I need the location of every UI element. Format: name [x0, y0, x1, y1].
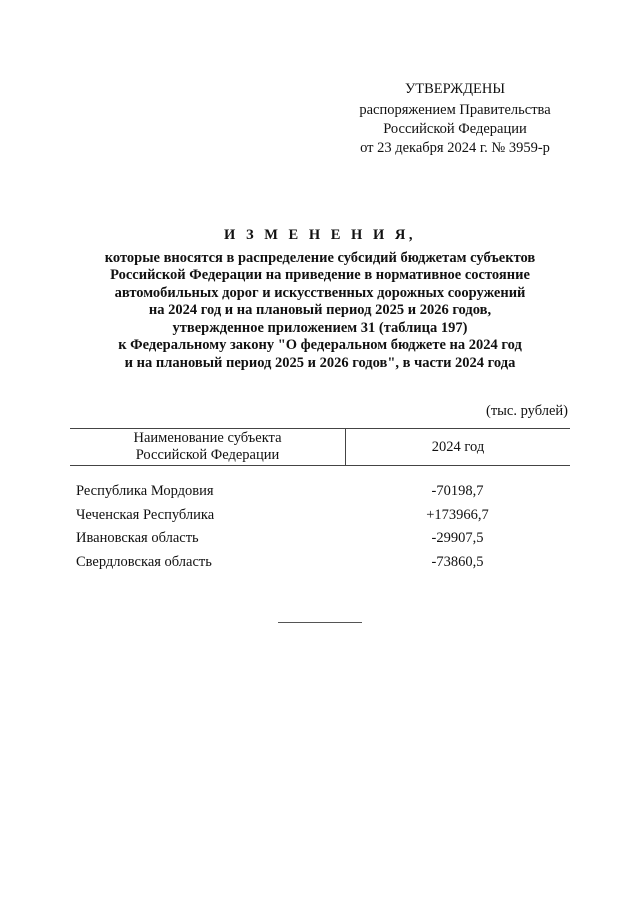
heading-line: которые вносятся в распределение субсидий бюджетам субъектов — [104, 249, 536, 266]
heading-line: к Федеральному закону "О федеральном бюджете на 2024 год — [118, 337, 522, 353]
document-title: И З М Е Н Е Н И Я, — [224, 227, 416, 243]
approval-title: УТВЕРЖДЕНЫ — [404, 81, 506, 97]
region-name: Республика Мордовия — [76, 483, 214, 499]
approval-line: от 23 декабря 2024 г. № 3959-р — [360, 140, 550, 156]
heading-line: утвержденное приложением 31 (таблица 197) — [172, 319, 468, 336]
table-header — [70, 428, 570, 466]
region-value: -73860,5 — [431, 553, 484, 570]
heading-line: Российской Федерации на приведение в нормативное состояние — [110, 267, 530, 283]
approval-block — [340, 80, 570, 158]
column-header-region — [70, 429, 346, 465]
table-row — [70, 480, 570, 504]
table-row — [70, 527, 570, 551]
region-name: Ивановская область — [76, 530, 199, 546]
column-header-year: 2024 год — [431, 439, 485, 455]
column-header-region-line: Наименование субъекта — [133, 430, 282, 446]
region-name: Свердловская область — [76, 553, 212, 570]
column-header-region-line: Российской Федерации — [135, 447, 280, 463]
table-row — [70, 504, 570, 528]
units-label: (тыс. рублей) — [486, 403, 568, 419]
region-value: -70198,7 — [431, 483, 484, 499]
region-value: +173966,7 — [426, 506, 489, 523]
heading-line: автомобильных дорог и искусственных дорожных сооружений — [114, 284, 526, 301]
heading-line: и на плановый период 2025 и 2026 годов", в части 2024 года — [124, 354, 516, 371]
table-body — [70, 480, 570, 574]
approval-line: распоряжением Правительства — [359, 102, 551, 118]
table-row — [70, 551, 570, 575]
region-value: -29907,5 — [431, 530, 484, 546]
end-divider — [278, 622, 362, 623]
approval-line: Российской Федерации — [383, 121, 527, 137]
region-name: Чеченская Республика — [76, 506, 215, 523]
document-heading — [70, 227, 570, 372]
heading-line: на 2024 год и на плановый период 2025 и 2026 годов, — [148, 302, 492, 318]
